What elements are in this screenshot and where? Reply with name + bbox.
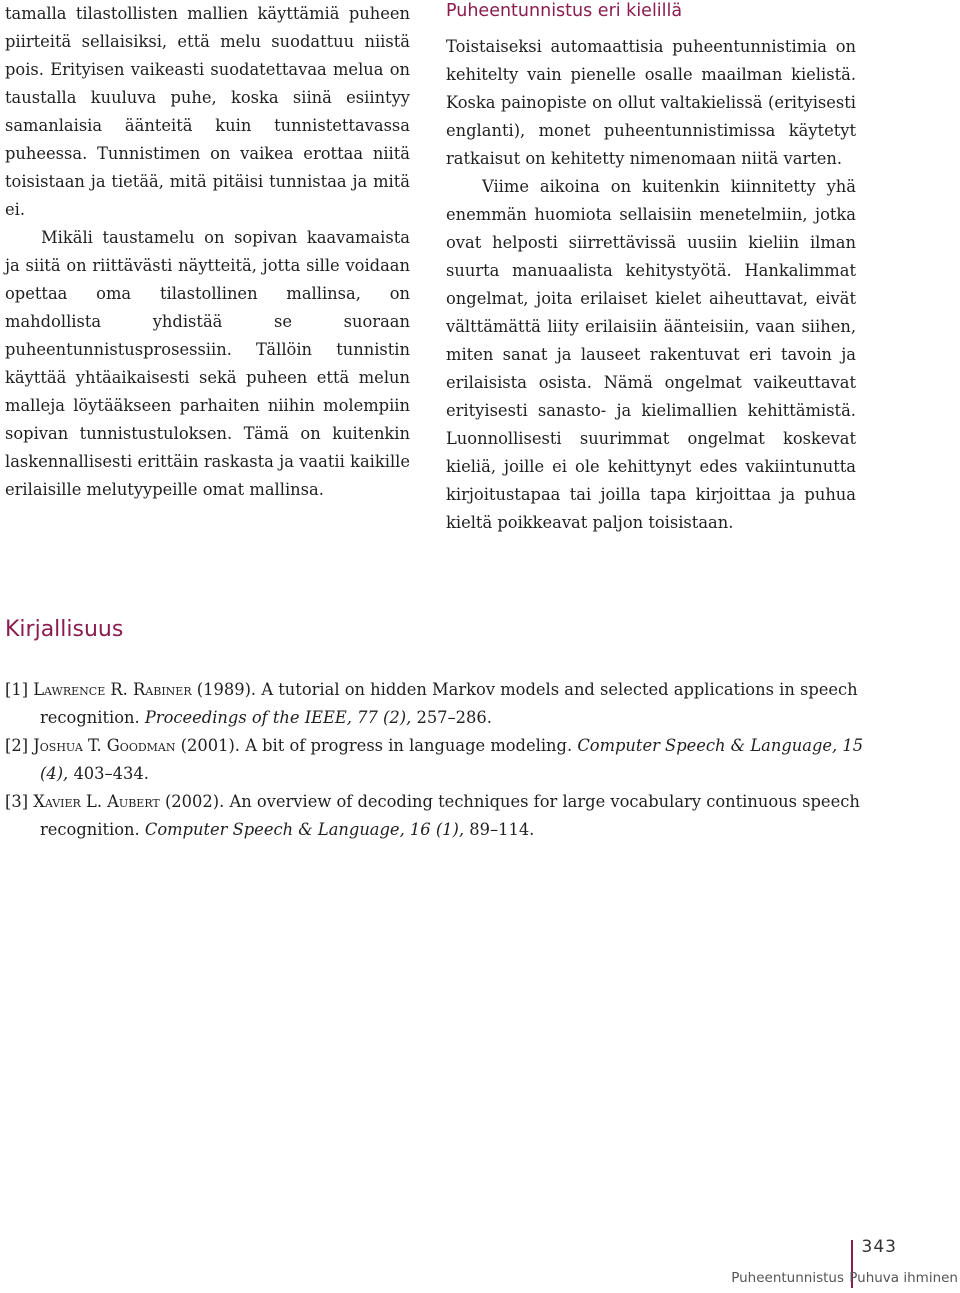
reference-item — [5, 732, 865, 788]
left-column — [5, 0, 410, 504]
reference-title: A bit of progress in language modeling. — [245, 736, 573, 755]
references-heading: Kirjallisuus — [5, 617, 124, 642]
reference-pages: 403–434. — [73, 764, 149, 783]
reference-number: [1] — [5, 680, 29, 699]
reference-author: Joshua T. Goodman — [33, 736, 176, 755]
reference-number: [2] — [5, 736, 29, 755]
paragraph: Mikäli taustamelu on sopivan kaavamaista ja siitä on riittävästi näytteitä, jotta sille voidaan opettaa oma tilastollinen mallinsa, on mahdollista yhdistää se suoraan puheentunnistusprosessiin. Tällöin tunnistin käyttää yhtäaikaisesti sekä puheen että melun malleja löytääkseen parhaiten niihin molempiin sopivan tunnistustuloksen. Tämä on kuitenkin laskennallisesti erittäin raskasta ja vaatii kaikille erilaisille melutyypeille omat mallinsa. — [5, 228, 410, 499]
reference-number: [3] — [5, 792, 29, 811]
reference-title: An overview of decoding techniques for large vocabulary continuous speech recognition. — [40, 792, 860, 839]
page-number: 343 — [861, 1237, 897, 1257]
right-column — [446, 0, 856, 537]
reference-item — [5, 676, 865, 732]
reference-year: (1989). — [196, 680, 257, 699]
paragraph: Toistaiseksi automaattisia puheentunnistimia on kehitelty vain pienelle osalle maailman kielistä. Koska painopiste on ollut valtakielissä (erityisesti englanti), monet puheentunnistimissa käytetyt ratkaisut on kehitetty nimenomaan niitä varten. — [446, 37, 856, 168]
reference-title: A tutorial on hidden Markov models and selected applications in speech recognition. — [40, 680, 858, 727]
reference-venue: Computer Speech & Language, 16 (1), — [144, 820, 465, 839]
reference-venue: Proceedings of the IEEE, 77 (2), — [144, 708, 412, 727]
reference-author: Lawrence R. Rabiner — [33, 680, 192, 699]
paragraph: Viime aikoina on kuitenkin kiinnitetty yhä enemmän huomiota sellaisiin menetelmiin, jotka ovat helposti siirrettävissä uusiin kieliin ilman suurta manuaalista kehitystyötä. Hankalimmat ongelmat, joita erilaiset kielet aiheuttavat, eivät välttämättä liity erilaisiin äänteisiin, vaan siihen, miten sanat ja lauseet rakentuvat eri tavoin ja erilaisista osista. Nämä ongelmat vaikeuttavat erityisesti sanasto- ja kielimallien kehittämistä. Luonnollisesti suurimmat ongelmat koskevat kieliä, joille ei ole kehittynyt edes vakiintunutta kirjoitustapaa tai joilla tapa kirjoittaa ja puhua kieltä poikkeavat paljon toisistaan. — [446, 177, 856, 532]
section-heading: Puheentunnistus eri kielillä — [446, 1, 683, 21]
reference-pages: 257–286. — [416, 708, 492, 727]
reference-year: (2001). — [180, 736, 240, 755]
paragraph: tamalla tilastollisten mallien käyttämiä puheen piirteitä sellaisiksi, että melu suodattuu niistä pois. Erityisen vaikeasti suodatettavaa melua on taustalla kuuluva puhe, koska siinä esiintyy samanlaisia äänteitä kuin tunnistettavassa puheessa. Tunnistimen on vaikea erottaa niitä toisistaan ja tietää, mitä pitäisi tunnistaa ja mitä ei. — [5, 4, 410, 219]
running-footer-book: Puhuva ihminen — [849, 1270, 958, 1286]
reference-author: Xavier L. Aubert — [33, 792, 160, 811]
reference-pages: 89–114. — [469, 820, 535, 839]
reference-list — [5, 676, 865, 844]
running-footer-chapter: Puheentunnistus — [731, 1270, 844, 1286]
reference-venue: Computer Speech & Language, 15 (4), — [40, 736, 864, 783]
reference-year: (2002). — [164, 792, 225, 811]
reference-item — [5, 788, 865, 844]
